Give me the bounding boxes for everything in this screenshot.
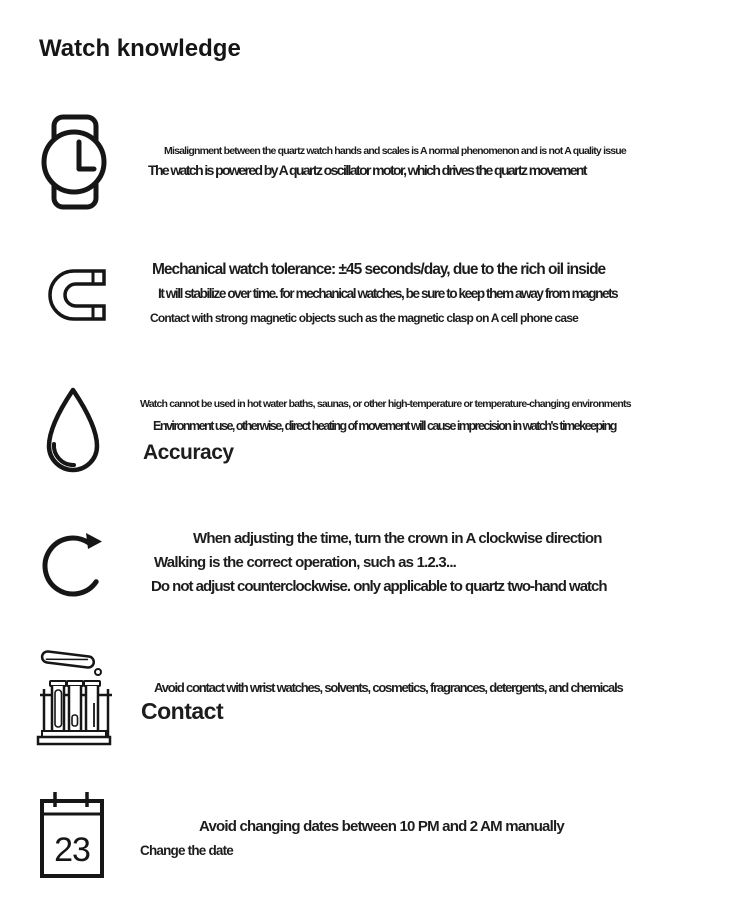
section-heading-accuracy: Accuracy (143, 441, 234, 464)
clockwise-arrow-icon (38, 524, 108, 604)
section-line: Misalignment between the quartz watch hands and scales is A normal phenomenon and is not A quality issue (164, 145, 626, 157)
wristwatch-icon (38, 112, 108, 212)
page-title: Watch knowledge (39, 35, 241, 62)
calendar-day-number: 23 (54, 831, 90, 869)
section-line: The watch is powered by A quartz oscillator motor, which drives the quartz movement (148, 162, 586, 178)
section-line: Avoid changing dates between 10 PM and 2 AM manually (199, 818, 564, 835)
calendar-icon (40, 788, 104, 880)
section-line: Environment use, otherwise, direct heating of movement will cause imprecision in watch's timekeeping (153, 419, 616, 433)
section-line: It will stabilize over time. for mechanical watches, be sure to keep them away from magnets (158, 286, 618, 301)
section-line: Watch cannot be used in hot water baths, saunas, or other high-temperature or temperature-changing environments (140, 398, 631, 410)
section-line: Avoid contact with wrist watches, solvents, cosmetics, fragrances, detergents, and chemicals (154, 680, 623, 695)
test-tubes-icon (36, 645, 116, 748)
section-line: When adjusting the time, turn the crown in A clockwise direction (193, 530, 602, 547)
magnet-icon (47, 268, 107, 324)
section-line: Do not adjust counterclockwise. only applicable to quartz two-hand watch (151, 578, 607, 595)
section-heading-contact: Contact (141, 698, 224, 724)
section-line: Change the date (140, 843, 234, 858)
section-line: Contact with strong magnetic objects such as the magnetic clasp on A cell phone case (150, 311, 579, 325)
water-drop-icon (42, 385, 104, 477)
section-line: Mechanical watch tolerance: ±45 seconds/day, due to the rich oil inside (152, 261, 606, 278)
section-line: Walking is the correct operation, such as 1.2.3... (154, 554, 457, 571)
